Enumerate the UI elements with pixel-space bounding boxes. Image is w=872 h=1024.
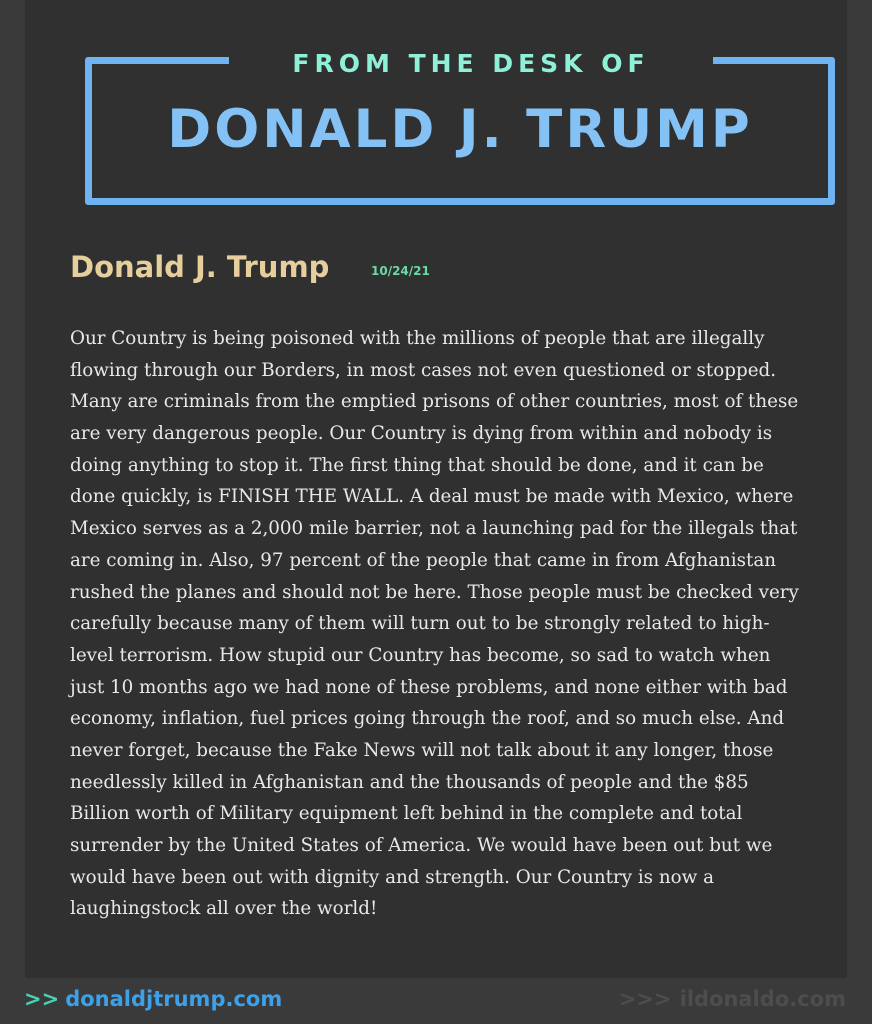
watermark-arrows: >>> xyxy=(618,987,672,1011)
post-body-line: doing anything to stop it. The first thing that should be done, and it can be xyxy=(70,454,764,476)
post-body-line: would have been out with dignity and strength. Our Country is now a xyxy=(70,866,715,888)
post-body-line: rushed the planes and should not be here. Those people must be checked very xyxy=(70,581,799,603)
post-body-line: level terrorism. How stupid our Country has become, so sad to watch when xyxy=(70,644,771,666)
post-body-line: Mexico serves as a 2,000 mile barrier, not a launching pad for the illegals that xyxy=(70,518,798,540)
header-title: DONALD J. TRUMP xyxy=(167,99,753,160)
header-kicker: FROM THE DESK OF xyxy=(292,49,650,78)
post-body-line: Many are criminals from the emptied prisons of other countries, most of these xyxy=(70,391,799,413)
post-body-line: done quickly, is FINISH THE WALL. A deal must be made with Mexico, where xyxy=(70,486,794,508)
post-body-line: Billion worth of Military equipment left behind in the complete and total xyxy=(70,803,743,825)
post-body-line: needlessly killed in Afghanistan and the thousands of people and the $85 xyxy=(70,771,749,793)
post-date: 10/24/21 xyxy=(371,264,430,278)
post-body-line: surrender by the United States of America. We would have been out but we xyxy=(70,835,773,856)
post-body-line: laughingstock all over the world! xyxy=(70,898,378,920)
post-body-line: carefully because many of them will turn out to be strongly related to high- xyxy=(70,613,770,635)
watermark-label: ildonaldo.com xyxy=(679,987,846,1011)
post-author: Donald J. Trump xyxy=(70,250,330,284)
post-body-line: economy, inflation, fuel prices going through the roof, and so much else. And xyxy=(70,708,785,730)
post-body-line: are very dangerous people. Our Country is dying from within and nobody is xyxy=(70,423,773,445)
post-body-line: flowing through our Borders, in most cases not even questioned or stopped. xyxy=(70,359,777,381)
post-body-line: are coming in. Also, 97 percent of the people that came in from Afghanistan xyxy=(70,549,777,571)
post-card xyxy=(25,0,847,978)
watermark xyxy=(619,984,846,1014)
site-link-label: donaldjtrump.com xyxy=(65,987,283,1011)
site-link[interactable] xyxy=(24,984,282,1014)
post-body-line: Our Country is being poisoned with the millions of people that are illegally xyxy=(70,328,765,349)
site-link-arrows: >> xyxy=(24,987,60,1011)
post-body-line: never forget, because the Fake News will not talk about it any longer, those xyxy=(70,739,774,761)
post-body xyxy=(70,323,860,925)
post-body-line: just 10 months ago we had none of these problems, and none either with bad xyxy=(70,676,788,698)
